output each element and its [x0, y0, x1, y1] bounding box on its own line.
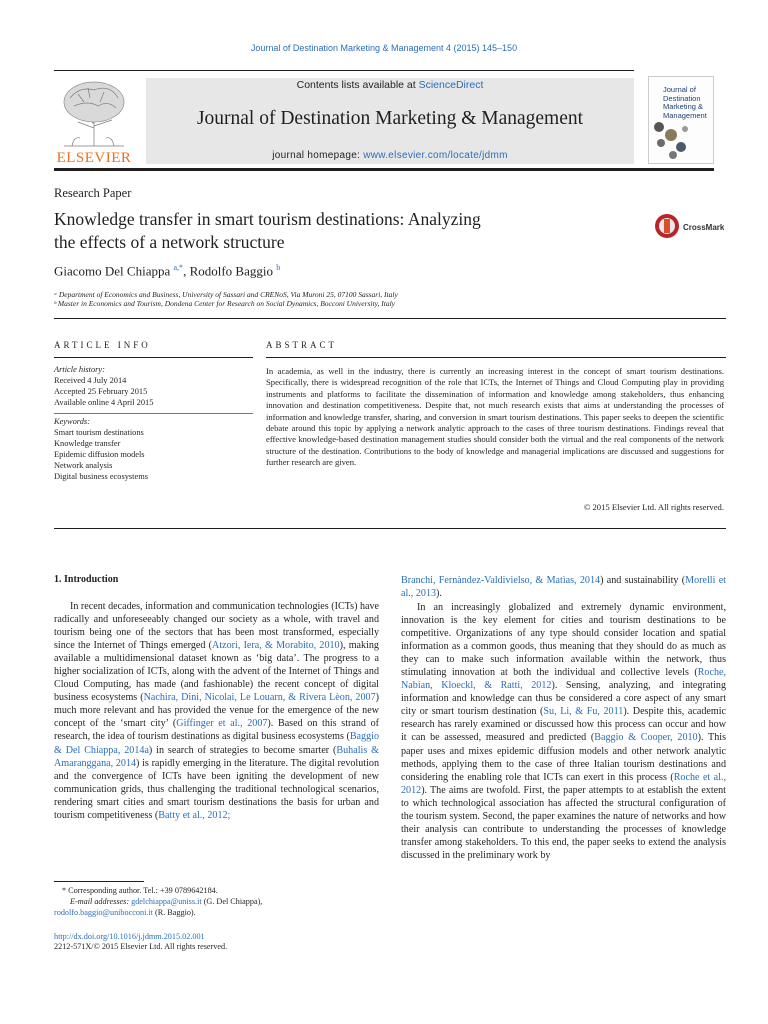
article-history-label: Article history: [54, 365, 105, 374]
citation-link[interactable]: Giffinger et al., 2007 [176, 718, 268, 730]
sciencedirect-link[interactable]: ScienceDirect [418, 79, 484, 91]
corresponding-author-note: * Corresponding author. Tel.: +39 0789642184. [62, 886, 218, 895]
section-heading-introduction: 1. Introduction [54, 574, 119, 585]
citation-link[interactable]: Roche, Nabian, Kloeckl, & Ratti, 2012 [401, 667, 726, 692]
body-text: ). [436, 588, 442, 600]
author-1: Giacomo Del Chiappa [54, 263, 171, 279]
header-bottom-rule [54, 168, 714, 171]
cover-title: Journal of Destination Marketing & Management [663, 85, 707, 120]
author-list [54, 263, 280, 279]
paper-title-line-2: the effects of a network structure [54, 232, 285, 252]
citation-link[interactable]: Su, Li, & Fu, 2011 [543, 706, 624, 718]
citation-link[interactable]: Branchi, Fernàndez-Valdivielso, & Matìas, 2014 [401, 575, 601, 586]
citation-link[interactable]: Morelli et al., 2013 [401, 575, 726, 600]
paper-title-line-1: Knowledge transfer in smart tourism destinations: Analyzing [54, 209, 481, 229]
keyword-item: Digital business ecosystems [54, 472, 148, 481]
body-text: ). Sensing, analyzing, and integrating information and knowledge can thus be considered a core aspect of any smart city or smart tourism destination ( [401, 680, 726, 718]
email-line-2 [54, 908, 196, 918]
homepage-link[interactable]: www.elsevier.com/locate/jdmm [363, 150, 508, 161]
body-text: ), making available a multidimensional dataset known as ‘big data’. The progress to a higher socialization of ICTs, along with the advent of the Internet of Things and Cloud Computing, has made (and fashionable) the recent concept of digital business ecosystems ( [54, 640, 379, 704]
email-owner-2: (R. Baggio). [152, 908, 196, 917]
keyword-item: Smart tourism destinations [54, 428, 144, 437]
journal-cover-thumbnail[interactable] [648, 76, 714, 164]
citation-link[interactable]: Baggio & Cooper, 2010 [594, 732, 698, 744]
body-text: ) and sustainability ( [600, 575, 686, 586]
contents-availability [146, 79, 634, 91]
crossmark-icon [654, 210, 680, 242]
author-1-affiliation[interactable]: a,* [173, 263, 184, 272]
body-text: ) much more relevant and has provided the venue for the emergence of the new concept of the ‘smart city’ ( [54, 692, 379, 730]
article-info-heading: ARTICLE INFO [54, 340, 151, 350]
crossmark-label[interactable]: CrossMark [683, 223, 725, 232]
keyword-item: Knowledge transfer [54, 439, 121, 448]
abstract-heading: ABSTRACT [266, 340, 338, 350]
body-text: ). Based on this strand of research, the idea of tourism destinations as digital business ecosystems ( [54, 718, 379, 743]
body-text: ). Despite this, academic research has rarely examined or discussed how this process can occur and how it can be assessed, measured and predicted ( [401, 706, 727, 744]
article-info-divider [54, 413, 253, 414]
email-label: E-mail addresses: [70, 897, 132, 906]
title-rule [54, 318, 726, 319]
citation-link[interactable]: Atzori, Iera, & Morabito, 2010 [212, 640, 340, 652]
homepage-prefix: journal homepage: [272, 150, 364, 161]
header-top-rule [54, 70, 634, 71]
doi-link[interactable]: http://dx.doi.org/10.1016/j.jdmm.2015.02.001 [54, 932, 205, 941]
journal-citation-link[interactable]: Journal of Destination Marketing & Management 4 (2015) 145–150 [250, 43, 518, 53]
author-2: Rodolfo Baggio [189, 263, 273, 279]
citation-link[interactable]: Batty et al., 2012; [158, 809, 231, 821]
citation-link[interactable]: Buhalis & Amaranggana, 2014 [54, 744, 379, 769]
body-text: ) in search of strategies to become smarter ( [148, 744, 337, 756]
online-date: Available online 4 April 2015 [54, 398, 154, 407]
intro-paragraph-1-continued [401, 574, 726, 600]
keyword-item: Network analysis [54, 461, 113, 470]
body-text: ) is rapidly emerging in the literature. The digital revolution and the convergence of ICTs have been igniting the development of new communication grids, thus challenging the traditional technological scenarios, rendering smart cities and smart tourism destinations the basis for urban and tourism competitiveness ( [54, 757, 379, 821]
contents-prefix: Contents lists available at [296, 79, 419, 91]
journal-title: Journal of Destination Marketing & Management [196, 108, 584, 129]
email-link-2[interactable]: rodolfo.baggio@unibocconi.it [54, 908, 153, 917]
affiliation-a: ᵃ Department of Economics and Business, University of Sassari and CRENoS, Via Muroni 25, 07100 Sassari, Italy [54, 290, 398, 299]
accepted-date: Accepted 25 February 2015 [54, 387, 148, 396]
intro-paragraph-2 [401, 601, 726, 862]
keyword-item: Epidemic diffusion models [54, 450, 145, 459]
body-text: ). The aims are twofold. First, the paper attempts to at establish the extent to which technological association has affected the structural configuration of the tourism system. Second, the paper examines the nature of networks and how their analysis can contribute to understanding the processes of knowledge transfer among stakeholders. To this end, the paper seeks to extend the analysis discussed in the preliminary work by [401, 784, 726, 861]
citation-link[interactable]: Roche et al., 2012 [401, 771, 727, 796]
keywords-label: Keywords: [54, 417, 90, 426]
issn-copyright: 2212-571X/© 2015 Elsevier Ltd. All rights reserved. [54, 942, 228, 951]
author-2-affiliation[interactable]: b [276, 263, 281, 272]
email-owner-1: (G. Del Chiappa), [201, 897, 263, 906]
body-text: In recent decades, information and communication technologies (ICTs) have radically and unforeseeably changed our society as a whole, with travel and tourism being one of the sectors that has been most transformed, especially since the Internet of Things emerged ( [54, 601, 380, 652]
author-separator: , [183, 263, 190, 279]
affiliation-b: ᵇ Master in Economics and Tourism, Dondena Center for Research on Social Dynamics, Bocconi University, Italy [54, 299, 395, 308]
intro-paragraph-1 [54, 600, 379, 822]
cover-image-icon [651, 117, 691, 161]
footnote-rule [54, 881, 144, 882]
citation-link[interactable]: Baggio & Del Chiappa, 2014a [54, 731, 379, 756]
abstract-text: In academia, as well in the industry, there is currently an increasing interest in the concept of smart tourism destinations. Specifically, there is widespread recognition of the role that ICTs, the Internet of Things and Cloud Computing play in providing instruments and platforms to facilitate the dissemination of information and knowledge among stakeholders, thus enhancing innovation and destination competitiveness. Despite that, not much research exists that aims at understanding the processes of information and knowledge transfer, sharing, and conversion in smart tourism destinations. This paper seeks to deepen the scientific debate around this topic by applying a network analytic approach to the cases of three tourism destinations. Findings reveal that effective knowledge-based destination management studies should consider both the virtual and the real components of the network structure of the destination. Contributions to the body of knowledge and managerial implications are discussed and suggestions for further research are given. [266, 366, 724, 468]
paper-title [54, 208, 594, 254]
citation-link[interactable]: Nachira, Dini, Nicolai, Le Louarn, & Rivera Lèon, 2007 [143, 692, 376, 704]
publisher-logo-text: ELSEVIER [56, 150, 132, 166]
abstract-copyright: © 2015 Elsevier Ltd. All rights reserved. [583, 502, 724, 512]
body-text: In an increasingly globalized and extremely dynamic environment, innovation is the key element for cities and tourism destinations to be competitive. Organizations of any type should consider location and spatial information as a common goods, thus meaning that they should do as much as they can to make such information available within the network, thus stimulating innovation at both the individual and collective levels ( [401, 602, 726, 679]
email-link-1[interactable]: gdelchiappa@uniss.it [131, 897, 202, 906]
email-line-1 [70, 897, 262, 907]
received-date: Received 4 July 2014 [54, 376, 127, 385]
abstract-end-rule [54, 528, 726, 529]
body-text: ). This paper uses and mixes epidemic diffusion models and other network analytic methods, applying them to the case of three Italian tourism destinations and considering the enabling role that ICTs can exert in this process ( [401, 732, 726, 783]
article-info-rule [54, 357, 253, 358]
paper-type: Research Paper [54, 186, 132, 200]
journal-homepage [146, 150, 634, 161]
abstract-rule [266, 357, 726, 358]
